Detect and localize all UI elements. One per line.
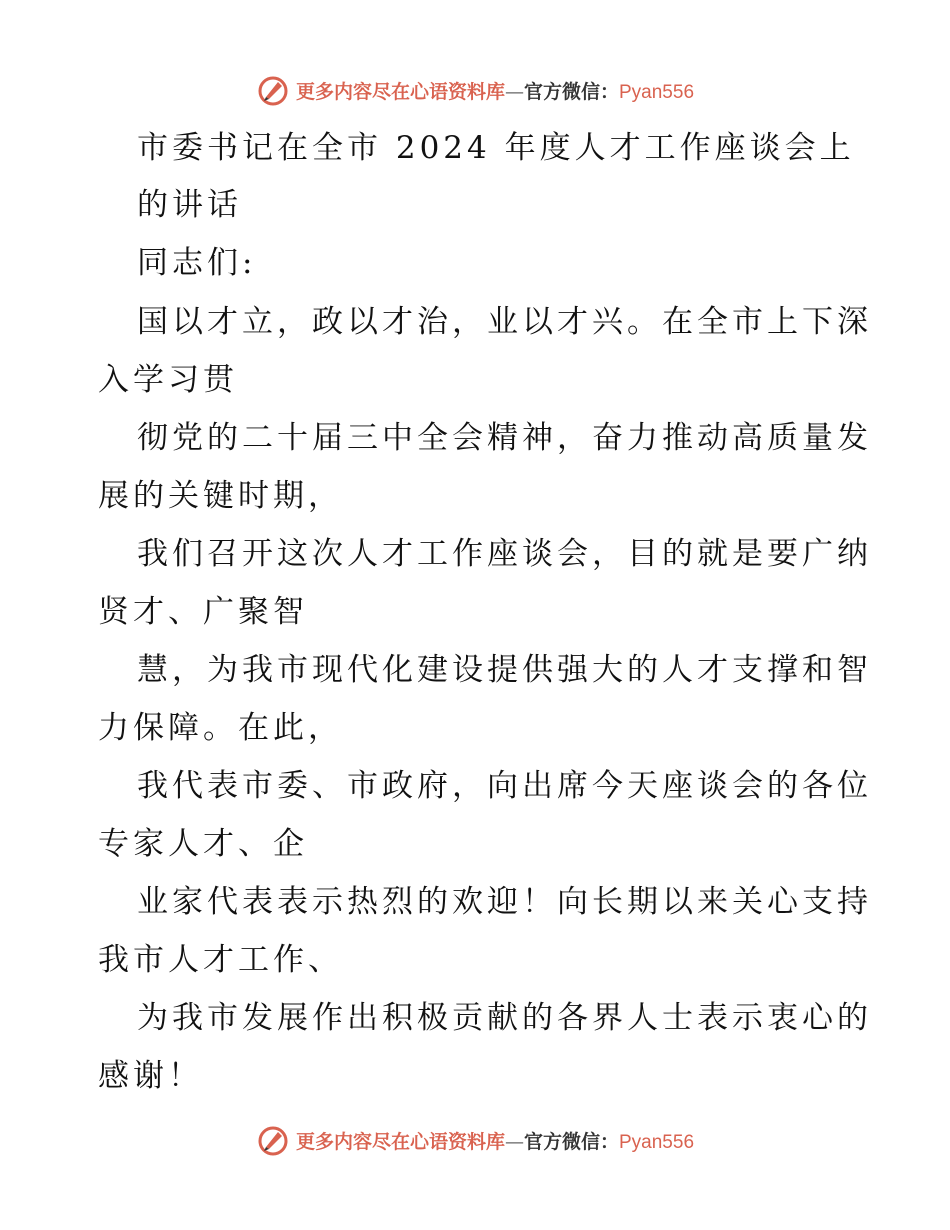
banner-dash: — [504,80,524,103]
paragraph-line: 慧，为我市现代化建设提供强大的人才支撑和智 [137,652,872,688]
paragraph-line: 感谢！ [98,1058,203,1094]
paragraph-line: 业家代表表示热烈的欢迎！向长期以来关心支持 [137,884,872,920]
paragraph-line: 贤才、广聚智 [98,594,308,630]
pen-nib-logo-icon [256,73,290,107]
banner-text [296,1127,694,1154]
paragraph-line: 为我市发展作出积极贡献的各界人士表示衷心的 [137,1000,872,1036]
pen-nib-logo-icon [256,1123,290,1157]
salutation: 同志们: [137,245,257,281]
banner-wechat-id: Pyan556 [619,1131,695,1153]
banner-content [256,73,694,107]
header-banner [0,70,950,110]
paragraph-line: 专家人才、企 [98,826,308,862]
paragraph-line: 国以才立，政以才治，业以才兴。在全市上下深 [137,304,872,340]
banner-dash: — [504,1130,524,1153]
banner-main-text: 更多内容尽在心语资料库 [295,1130,505,1153]
footer-banner [0,1120,950,1160]
paragraph-line: 我代表市委、市政府，向出席今天座谈会的各位 [137,768,872,804]
paragraph-line: 我市人才工作、 [98,942,343,978]
paragraph-line: 我们召开这次人才工作座谈会，目的就是要广纳 [137,536,872,572]
banner-content [256,1123,694,1157]
paragraph-line: 展的关键时期， [98,478,343,514]
banner-wechat-label: 官方微信： [523,80,619,103]
paragraph-line: 彻党的二十届三中全会精神，奋力推动高质量发 [137,420,872,456]
banner-wechat-id: Pyan556 [619,81,695,103]
banner-wechat-label: 官方微信： [523,1130,619,1153]
doc-title-line-2: 的讲话 [137,187,242,223]
paragraph-line: 力保障。在此， [98,710,343,746]
banner-main-text: 更多内容尽在心语资料库 [295,80,505,103]
doc-title-line-1: 市委书记在全市 2024 年度人才工作座谈会上 [137,130,855,166]
paragraph-line: 入学习贯 [98,362,238,398]
banner-text [296,77,694,104]
